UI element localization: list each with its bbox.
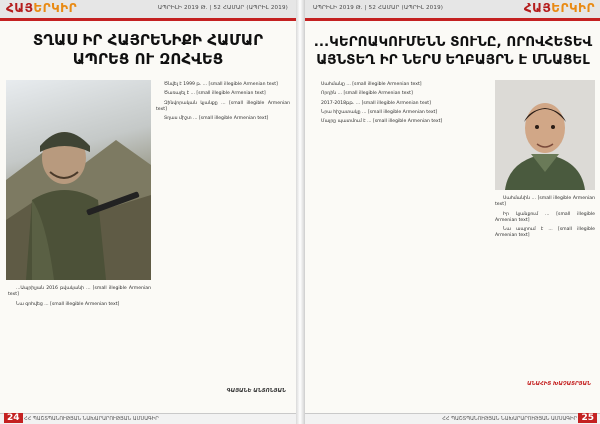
paragraph: Սահմանին ... [small illegible Armenian text]: [495, 196, 595, 208]
magazine-logo: [524, 1, 595, 15]
magazine-logo: [6, 1, 77, 15]
right-footer: [305, 413, 600, 424]
article-body-side: [495, 196, 595, 376]
article-title: ՏՂԱՍ ԻՐ ՀԱՅՐԵՆԻՔԻ ՀԱՄԱՐ ԱՊՐԵՑ ՈՒ ԶՈՀՎԵՑ: [32, 31, 264, 68]
paragraph: Ծնվել է 1999 թ. ... [small illegible Armenian text]: [164, 82, 278, 87]
right-header: [305, 0, 600, 18]
left-page: [0, 0, 297, 424]
paragraph: Տղաս միշտ ... [small illegible Armenian text]: [164, 116, 269, 122]
author-signature: ԱՆԱՀԻՏ ԽԱՉԱՏՐՅԱՆ: [527, 381, 591, 387]
article-body-column: [156, 82, 290, 372]
page-number: 24: [4, 413, 23, 423]
article-title: ...ԿԵՐՈԱԿՈՒՄԵՆՆ ՏՈՒՆԸ, ՈՐՈՎՀԵՏԵՎ ԱՅՆՏԵՂ ԻՐ ՆԵՐՍ ԵՂԲԱՅՐՆ Է ՄՆԱՑԵԼ: [313, 34, 593, 68]
paragraph: Մայրը պատմում է ... [small illegible Armenian text]: [321, 119, 443, 125]
article-body-lower: [8, 286, 151, 386]
paragraph: Ծառայել է ... [small illegible Armenian text]: [164, 91, 266, 97]
issue-line: ԱՊՐԻԼԻ 2019 Թ. | 52 ՀԱՄԱՐ (ԱՊՐԻԼ 2019): [157, 5, 288, 11]
paragraph: Սահմանը ... [small illegible Armenian text]: [321, 82, 422, 87]
paragraph: ...Ապրիլյան 2016 թվականի ... [small illegible Armenian text]: [8, 286, 151, 298]
paragraph: Նրա հիշատակը ... [small illegible Armenian text]: [321, 109, 438, 115]
paragraph: Նա զոհվեց ... [small illegible Armenian text]: [16, 301, 120, 307]
header-accent-bar: [305, 18, 600, 21]
right-page: [304, 0, 600, 424]
logo-part1: ՀԱՅ: [523, 1, 552, 15]
portrait-illustration: [495, 80, 595, 190]
paragraph: Զինվորական կյանքը ... [small illegible Armenian text]: [156, 100, 290, 112]
portrait-photo: [495, 80, 595, 190]
author-signature: ԳԱՅԱՆԵ ԱՆՏՈՆՅԱՆ: [226, 388, 286, 394]
article-body-column: [313, 82, 491, 402]
paragraph: Իր կյանքում ... [small illegible Armenian text]: [495, 211, 595, 223]
header-accent-bar: [0, 18, 296, 21]
logo-part2: ԵՐԿԻՐ: [551, 1, 595, 15]
paragraph: Նա ապրում է ... [small illegible Armenian text]: [495, 227, 595, 239]
paragraph: Որդին ... [small illegible Armenian text]: [321, 91, 413, 97]
footer-text: ՀՀ ՊԱՇՏՊԱՆՈՒԹՅԱՆ ՆԱԽԱՐԱՐՈՒԹՅԱՆ ԱՄՍԱԳԻՐ: [24, 416, 159, 422]
left-footer: [0, 413, 296, 424]
soldier-photo: [6, 80, 151, 280]
left-header: [0, 0, 296, 18]
footer-text: ՀՀ ՊԱՇՏՊԱՆՈՒԹՅԱՆ ՆԱԽԱՐԱՐՈՒԹՅԱՆ ԱՄՍԱԳԻՐ: [442, 416, 577, 422]
page-gutter: [296, 0, 304, 424]
page-number: 25: [578, 413, 597, 423]
soldier-illustration: [6, 80, 151, 280]
issue-line: ԱՊՐԻԼԻ 2019 Թ. | 52 ՀԱՄԱՐ (ԱՊՐԻԼ 2019): [313, 5, 444, 11]
logo-part2: ԵՐԿԻՐ: [33, 1, 78, 15]
paragraph: 2017-2018թթ. ... [small illegible Armenian text]: [321, 100, 431, 106]
logo-part1: ՀԱՅ: [6, 1, 34, 15]
